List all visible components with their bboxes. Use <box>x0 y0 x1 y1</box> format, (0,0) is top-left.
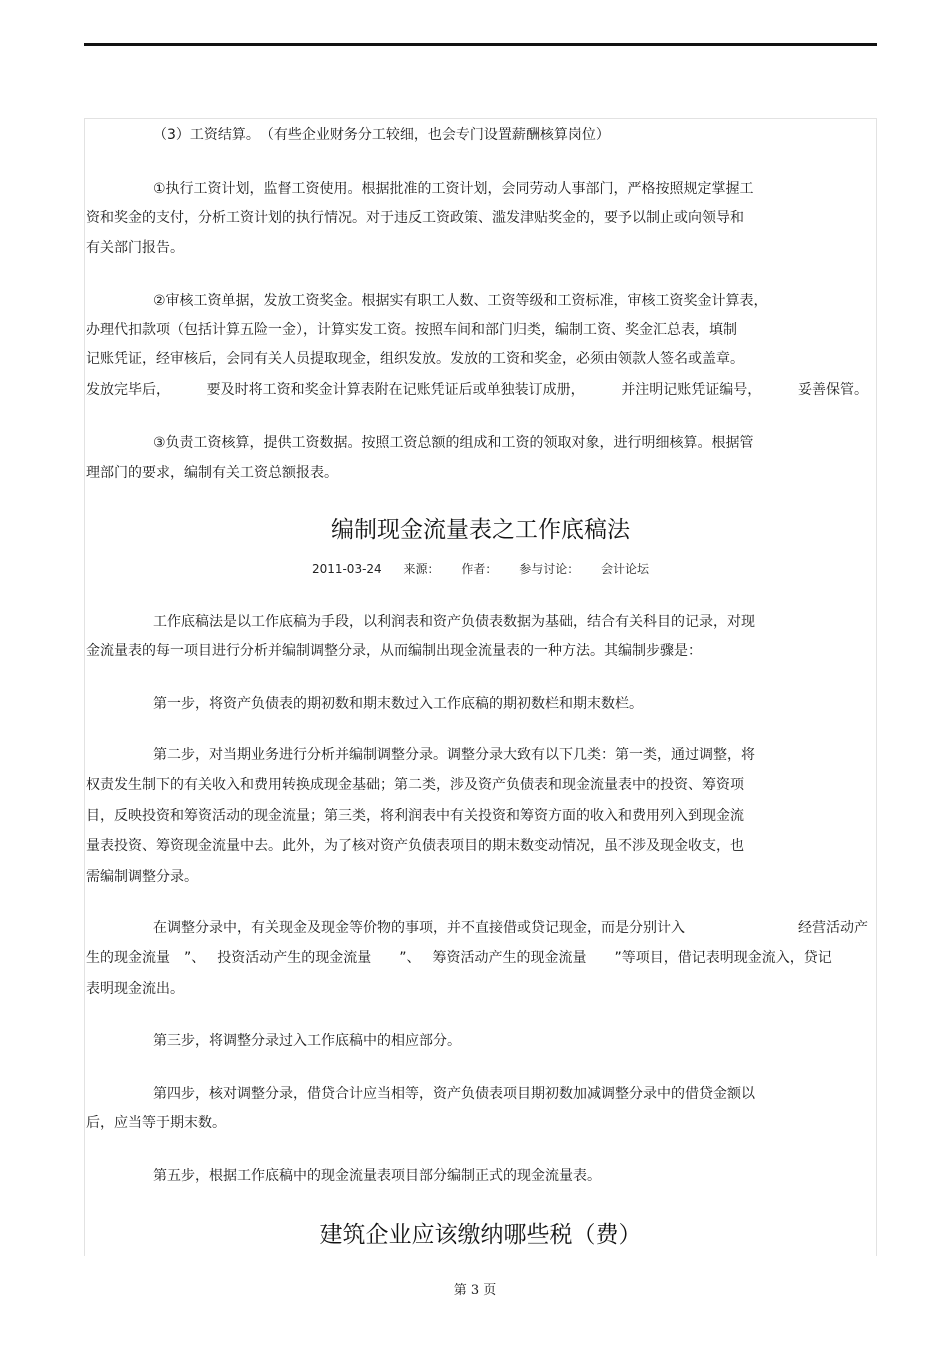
paragraph-line: 目，反映投资和筹资活动的现金流量；第三类，将利润表中有关投资和筹资方面的收入和费用列入到现金流 <box>86 808 744 824</box>
paragraph-line: 金流量表的每一项目进行分析并编制调整分录，从而编制出现金流量表的一种方法。其编制步骤是： <box>86 643 702 659</box>
article-date: 2011-03-24 <box>311 562 382 576</box>
paragraph-line: 有关部门报告。 <box>86 240 184 256</box>
paragraph-line: 需编制调整分录。 <box>86 869 198 885</box>
text-fragment: 在调整分录中，有关现金及现金等价物的事项，并不直接借或贷记现金，而是分别计入 <box>153 920 685 936</box>
text-fragment: 发放完毕后， <box>86 382 170 398</box>
article-source: 来源： <box>403 562 440 576</box>
step-3: 第三步，将调整分录过入工作底稿中的相应部分。 <box>153 1033 461 1049</box>
paragraph-line: 第四步，核对调整分录，借贷合计应当相等，资产负债表项目期初数加减调整分录中的借贷金额以 <box>153 1086 755 1102</box>
next-article-title: 建筑企业应该缴纳哪些税（费） <box>319 1222 642 1248</box>
paragraph-line: ①执行工资计划，监督工资使用。根据批准的工资计划，会同劳动人事部门，严格按照规定掌握工 <box>153 181 754 197</box>
article-author: 作者： <box>461 562 498 576</box>
step-5: 第五步，根据工作底稿中的现金流量表项目部分编制正式的现金流量表。 <box>153 1168 601 1184</box>
paragraph-line: 办理代扣款项（包括计算五险一金），计算实发工资。按照车间和部门归类，编制工资、奖金汇总表，填制 <box>86 322 737 338</box>
content-frame-top <box>84 118 877 119</box>
article-title: 编制现金流量表之工作底稿法 <box>331 517 630 543</box>
paragraph-line: ③负责工资核算，提供工资数据。按照工资总额的组成和工资的领取对象，进行明细核算。根据管 <box>153 435 754 451</box>
paragraph-line: 工作底稿法是以工作底稿为手段，以利润表和资产负债表数据为基础，结合有关科目的记录，对现 <box>153 614 755 630</box>
page-number: 第 3 页 <box>453 1283 497 1298</box>
text-fragment: 投资活动产生的现金流量 ”、 <box>217 950 421 966</box>
paragraph-line: ②审核工资单据，发放工资奖金。根据实有职工人数、工资等级和工资标准，审核工资奖金计算表， <box>153 293 768 309</box>
article-discuss: 参与讨论： <box>519 562 580 576</box>
paragraph-line: 表明现金流出。 <box>86 981 184 997</box>
text-fragment: 要及时将工资和奖金计算表附在记账凭证后或单独装订成册， <box>206 382 585 398</box>
section-heading-line: （3）工资结算。 （有些企业财务分工较细，也会专门设置薪酬核算岗位） <box>153 127 610 143</box>
text-fragment: 经营活动产 <box>798 920 868 936</box>
paragraph-line: 量表投资、筹资现金流量中去。此外，为了核对资产负债表项目的期末数变动情况，虽不涉及现金收支，也 <box>86 838 744 854</box>
article-meta <box>84 561 877 577</box>
paragraph-line-justified <box>86 381 868 399</box>
paragraph-line <box>86 949 876 967</box>
paragraph-line: 资和奖金的支付，分析工资计划的执行情况。对于违反工资政策、滥发津贴奖金的，要予以制止或向领导和 <box>86 210 744 226</box>
paragraph-line: 权责发生制下的有关收入和费用转换成现金基础；第二类，涉及资产负债表和现金流量表中的投资、筹资项 <box>86 777 744 793</box>
paragraph-line-justified <box>153 919 868 937</box>
text-fragment: 并注明记账凭证编号， <box>621 382 762 398</box>
article-forum: 会计论坛 <box>601 562 650 576</box>
paragraph-line: 记账凭证，经审核后，会同有关人员提取现金，组织发放。发放的工资和奖金，必须由领款人签名或盖章。 <box>86 351 744 367</box>
paragraph-line: 第二步，对当期业务进行分析并编制调整分录。调整分录大致有以下几类：第一类，通过调整，将 <box>153 747 755 763</box>
text-fragment: 妥善保管。 <box>797 382 868 398</box>
text-fragment: 筹资活动产生的现金流量 ”等项目，借记表明现金流入，贷记 <box>432 950 832 966</box>
step-1: 第一步，将资产负债表的期初数和期末数过入工作底稿的期初数栏和期末数栏。 <box>153 696 643 712</box>
header-rule <box>84 43 877 46</box>
paragraph-line: 理部门的要求，编制有关工资总额报表。 <box>86 465 338 481</box>
content-frame-left <box>84 118 85 1256</box>
paragraph-line: 后，应当等于期末数。 <box>86 1115 226 1131</box>
text-fragment: 生的现金流量 ”、 <box>86 950 206 966</box>
